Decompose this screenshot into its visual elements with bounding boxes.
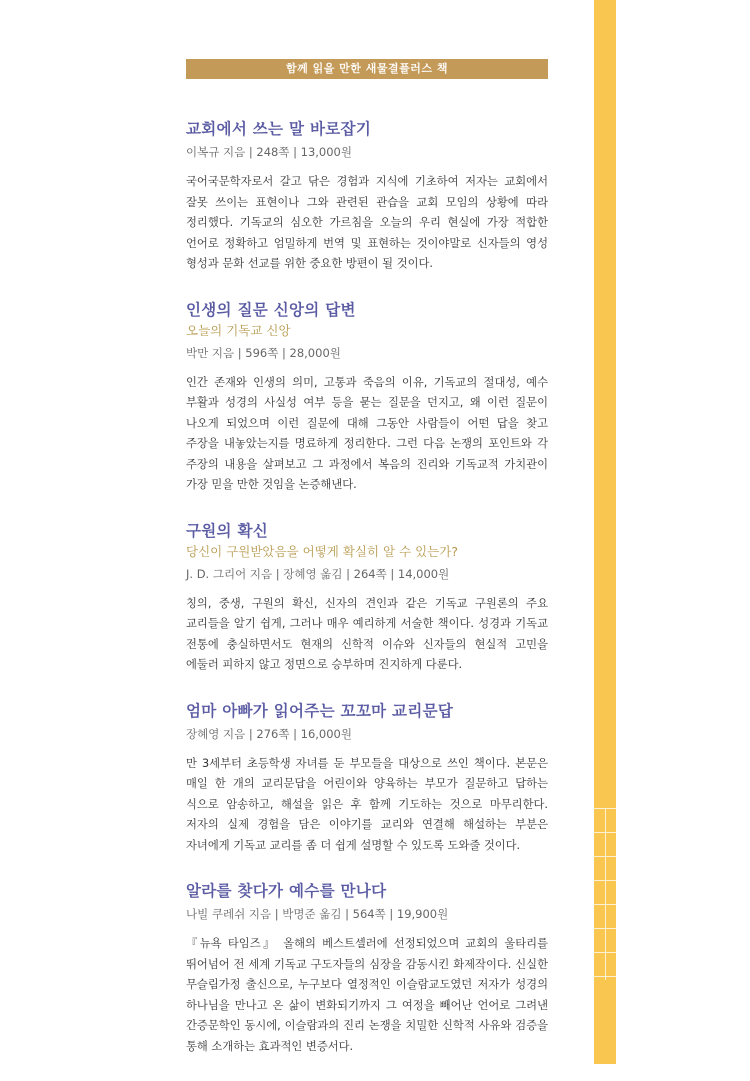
book-description: 국어국문학자로서 갈고 닦은 경험과 지식에 기초하여 저자는 교회에서 잘못 쓰이는 표현이나 그와 관련된 관습을 교회 모임의 상황에 따라 정리했다. 기독교의 심오한 가르침을 오늘의 우리 현실에 가장 적합한 언어로 정확하고 엄밀하게 번역 및 표현하는 것이야말로 신자들의 영성 형성과 문화 선교를 위한 중요한 방편이 될 것이다. [186, 175, 548, 270]
book-meta: 이복규 지음 | 248쪽 | 13,000원 [186, 145, 352, 159]
book-meta: 박만 지음 | 596쪽 | 28,000원 [186, 345, 341, 360]
book-entry [186, 520, 548, 676]
book-meta: 장혜영 지음 | 276쪽 | 16,000원 [186, 726, 352, 741]
book-subtitle: 당신이 구원받았음을 어떻게 확실히 알 수 있는가? [186, 543, 458, 559]
book-title: 교회에서 쓰는 말 바로잡기 [186, 120, 372, 138]
book-list [186, 118, 548, 1081]
book-description: 인간 존재와 인생의 의미, 고통과 죽음의 이유, 기독교의 절대성, 예수 부활과 성경의 사실성 여부 등을 묻는 질문을 던지고, 왜 이런 질문이 나오게 되었으며 이런 질문에 대해 그동안 사람들이 어떤 답을 찾고 주장을 내놓았는지를 명료하게 정리한다. 그런 다음 논쟁의 포인트와 각 주장의 내용을 살펴보고 그 과정에서 복음의 진리와 기독교적 가치관이 가장 믿을 만한 것임을 논증해낸다. [186, 375, 548, 491]
side-grid-pattern [594, 808, 616, 980]
book-meta: 나빌 쿠레쉬 지음 | 박명준 옮김 | 564쪽 | 19,900원 [186, 907, 449, 921]
book-meta: J. D. 그리어 지음 | 장혜영 옮김 | 264쪽 | 14,000원 [186, 566, 450, 581]
book-entry [186, 299, 548, 496]
book-description: 『뉴욕 타임즈』 올해의 베스트셀러에 선정되었으며 교회의 울타리를 뛰어넘어 전 세계 기독교 구도자들의 심장을 감동시킨 화제작이다. 신실한 무슬림가정 출신으로, 누구보다 열정적인 이슬람교도였던 저자가 성경의 하나님을 만나고 온 삶이 변화되기까지 그 여정을 빼어난 언어로 그려낸 간증문학인 동시에, 이슬람과의 진리 논쟁을 치밀한 신학적 사유와 검증을 통해 소개하는 효과적인 변증서다. [186, 937, 548, 1053]
book-title: 엄마 아빠가 읽어주는 꼬꼬마 교리문답 [186, 701, 454, 720]
book-description: 만 3세부터 초등학생 자녀를 둔 부모들을 대상으로 쓰인 책이다. 본문은 매일 한 개의 교리문답을 어린이와 양육하는 부모가 질문하고 답하는 식으로 암송하고, 해설을 읽은 후 함께 기도하는 것으로 마무리한다. 저자의 실제 경험을 담은 이야기를 교리와 연결해 해설하는 부분은 자녀에게 기독교 교리를 좀 더 쉽게 설명할 수 있도록 도와줄 것이다. [186, 756, 548, 852]
book-description: 칭의, 중생, 구원의 확신, 신자의 견인과 같은 기독교 구원론의 주요 교리들을 알기 쉽게, 그러나 매우 예리하게 서술한 책이다. 성경과 기독교 전통에 충실하면서도 현재의 신학적 이슈와 신자들의 현실적 고민을 에둘러 피하지 않고 정면으로 승부하며 진지하게 다룬다. [186, 596, 548, 671]
book-subtitle: 오늘의 기독교 신앙 [186, 322, 291, 338]
book-title: 구원의 확신 [186, 521, 269, 540]
book-title: 인생의 질문 신앙의 답변 [186, 300, 356, 319]
book-entry [186, 700, 548, 857]
book-title: 알라를 찾다가 예수를 만나다 [186, 882, 387, 900]
book-entry [186, 880, 548, 1057]
book-entry [186, 118, 548, 275]
section-header: 함께 읽을 만한 새물결플러스 책 [186, 59, 548, 79]
